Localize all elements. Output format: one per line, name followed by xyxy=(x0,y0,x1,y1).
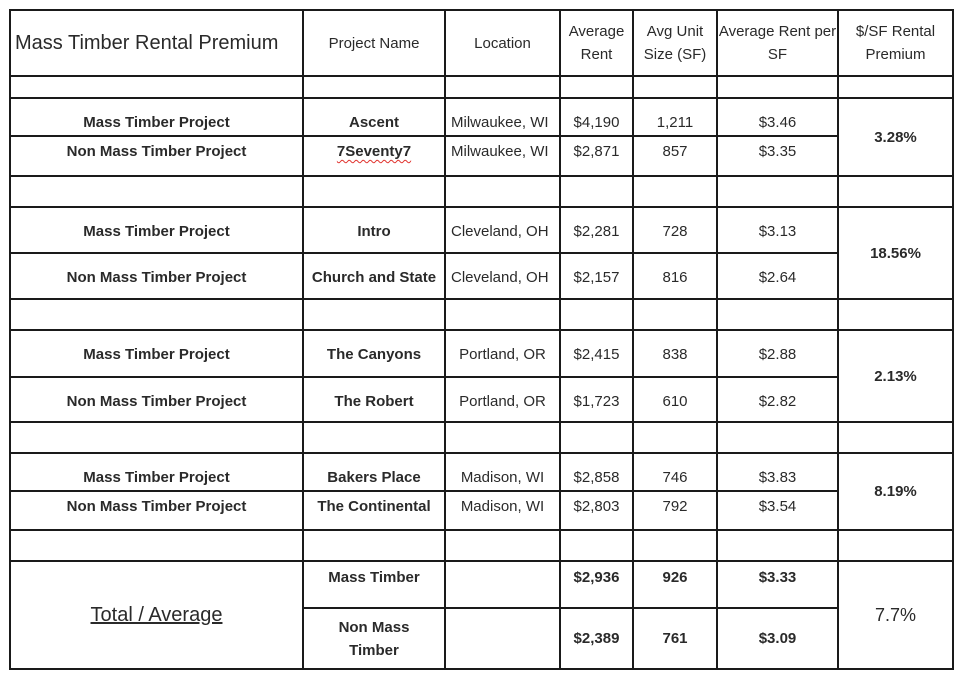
average-rent: $4,190 xyxy=(560,98,633,136)
totals-rent-per-sf: $3.33 xyxy=(717,561,838,608)
row-type: Non Mass Timber Project xyxy=(10,377,303,422)
header-project-name: Project Name xyxy=(303,10,445,76)
table-row xyxy=(10,253,953,299)
average-rent: $1,723 xyxy=(560,377,633,422)
totals-average-rent: $2,389 xyxy=(560,608,633,669)
rent-per-sf: $2.64 xyxy=(717,253,838,299)
table-title: Mass Timber Rental Premium xyxy=(10,10,303,76)
totals-avg-unit-size: 761 xyxy=(633,608,717,669)
premium-value: 3.28% xyxy=(838,98,953,176)
row-type: Mass Timber Project xyxy=(10,207,303,253)
project-name: Bakers Place xyxy=(303,453,445,491)
premium-value: 18.56% xyxy=(838,207,953,299)
location: Cleveland, OH xyxy=(445,207,560,253)
table-row xyxy=(10,377,953,422)
location: Portland, OR xyxy=(445,330,560,377)
spacer-row xyxy=(10,176,953,207)
totals-avg-unit-size: 926 xyxy=(633,561,717,608)
spacer-row xyxy=(10,530,953,561)
premium-value: 8.19% xyxy=(838,453,953,530)
average-rent: $2,803 xyxy=(560,491,633,530)
avg-unit-size: 746 xyxy=(633,453,717,491)
avg-unit-size: 1,211 xyxy=(633,98,717,136)
row-type: Non Mass Timber Project xyxy=(10,253,303,299)
header-avg-unit-size: Avg Unit Size (SF) xyxy=(633,10,717,76)
average-rent: $2,281 xyxy=(560,207,633,253)
project-name xyxy=(303,136,445,176)
table-row xyxy=(10,98,953,136)
row-type: Non Mass Timber Project xyxy=(10,491,303,530)
rent-per-sf: $3.83 xyxy=(717,453,838,491)
project-name: Ascent xyxy=(303,98,445,136)
totals-name: Non Mass Timber xyxy=(303,608,445,669)
totals-premium: 7.7% xyxy=(838,561,953,669)
rent-per-sf: $2.82 xyxy=(717,377,838,422)
avg-unit-size: 816 xyxy=(633,253,717,299)
row-type: Mass Timber Project xyxy=(10,98,303,136)
totals-rent-per-sf: $3.09 xyxy=(717,608,838,669)
avg-unit-size: 728 xyxy=(633,207,717,253)
header-average-rent-per-sf: Average Rent per SF xyxy=(717,10,838,76)
header-location: Location xyxy=(445,10,560,76)
totals-name: Mass Timber xyxy=(303,561,445,608)
average-rent: $2,415 xyxy=(560,330,633,377)
spacer-row xyxy=(10,76,953,98)
avg-unit-size: 857 xyxy=(633,136,717,176)
project-name: Church and State xyxy=(303,253,445,299)
location: Madison, WI xyxy=(445,491,560,530)
row-type: Mass Timber Project xyxy=(10,453,303,491)
rent-per-sf: $3.13 xyxy=(717,207,838,253)
location: Cleveland, OH xyxy=(445,253,560,299)
avg-unit-size: 792 xyxy=(633,491,717,530)
row-type: Non Mass Timber Project xyxy=(10,136,303,176)
project-name-text: 7Seventy7 xyxy=(336,143,412,160)
totals-location xyxy=(445,561,560,608)
rent-per-sf: $3.46 xyxy=(717,98,838,136)
table-row xyxy=(10,453,953,491)
totals-label: Total / Average xyxy=(10,561,303,669)
totals-average-rent: $2,936 xyxy=(560,561,633,608)
totals-row xyxy=(10,561,953,608)
row-type: Mass Timber Project xyxy=(10,330,303,377)
location: Milwaukee, WI xyxy=(445,98,560,136)
rent-per-sf: $2.88 xyxy=(717,330,838,377)
totals-location xyxy=(445,608,560,669)
spacer-row xyxy=(10,299,953,330)
table-row xyxy=(10,491,953,530)
rent-per-sf: $3.54 xyxy=(717,491,838,530)
premium-value: 2.13% xyxy=(838,330,953,422)
avg-unit-size: 610 xyxy=(633,377,717,422)
project-name: The Robert xyxy=(303,377,445,422)
header-average-rent: Average Rent xyxy=(560,10,633,76)
average-rent: $2,157 xyxy=(560,253,633,299)
table-row xyxy=(10,207,953,253)
table-row xyxy=(10,136,953,176)
average-rent: $2,871 xyxy=(560,136,633,176)
project-name: Intro xyxy=(303,207,445,253)
rental-premium-table xyxy=(9,9,954,670)
rent-per-sf: $3.35 xyxy=(717,136,838,176)
avg-unit-size: 838 xyxy=(633,330,717,377)
spacer-row xyxy=(10,422,953,453)
project-name: The Continental xyxy=(303,491,445,530)
project-name: The Canyons xyxy=(303,330,445,377)
location: Portland, OR xyxy=(445,377,560,422)
header-row xyxy=(10,10,953,76)
average-rent: $2,858 xyxy=(560,453,633,491)
table-row xyxy=(10,330,953,377)
location: Madison, WI xyxy=(445,453,560,491)
location: Milwaukee, WI xyxy=(445,136,560,176)
header-premium: $/SF Rental Premium xyxy=(838,10,953,76)
